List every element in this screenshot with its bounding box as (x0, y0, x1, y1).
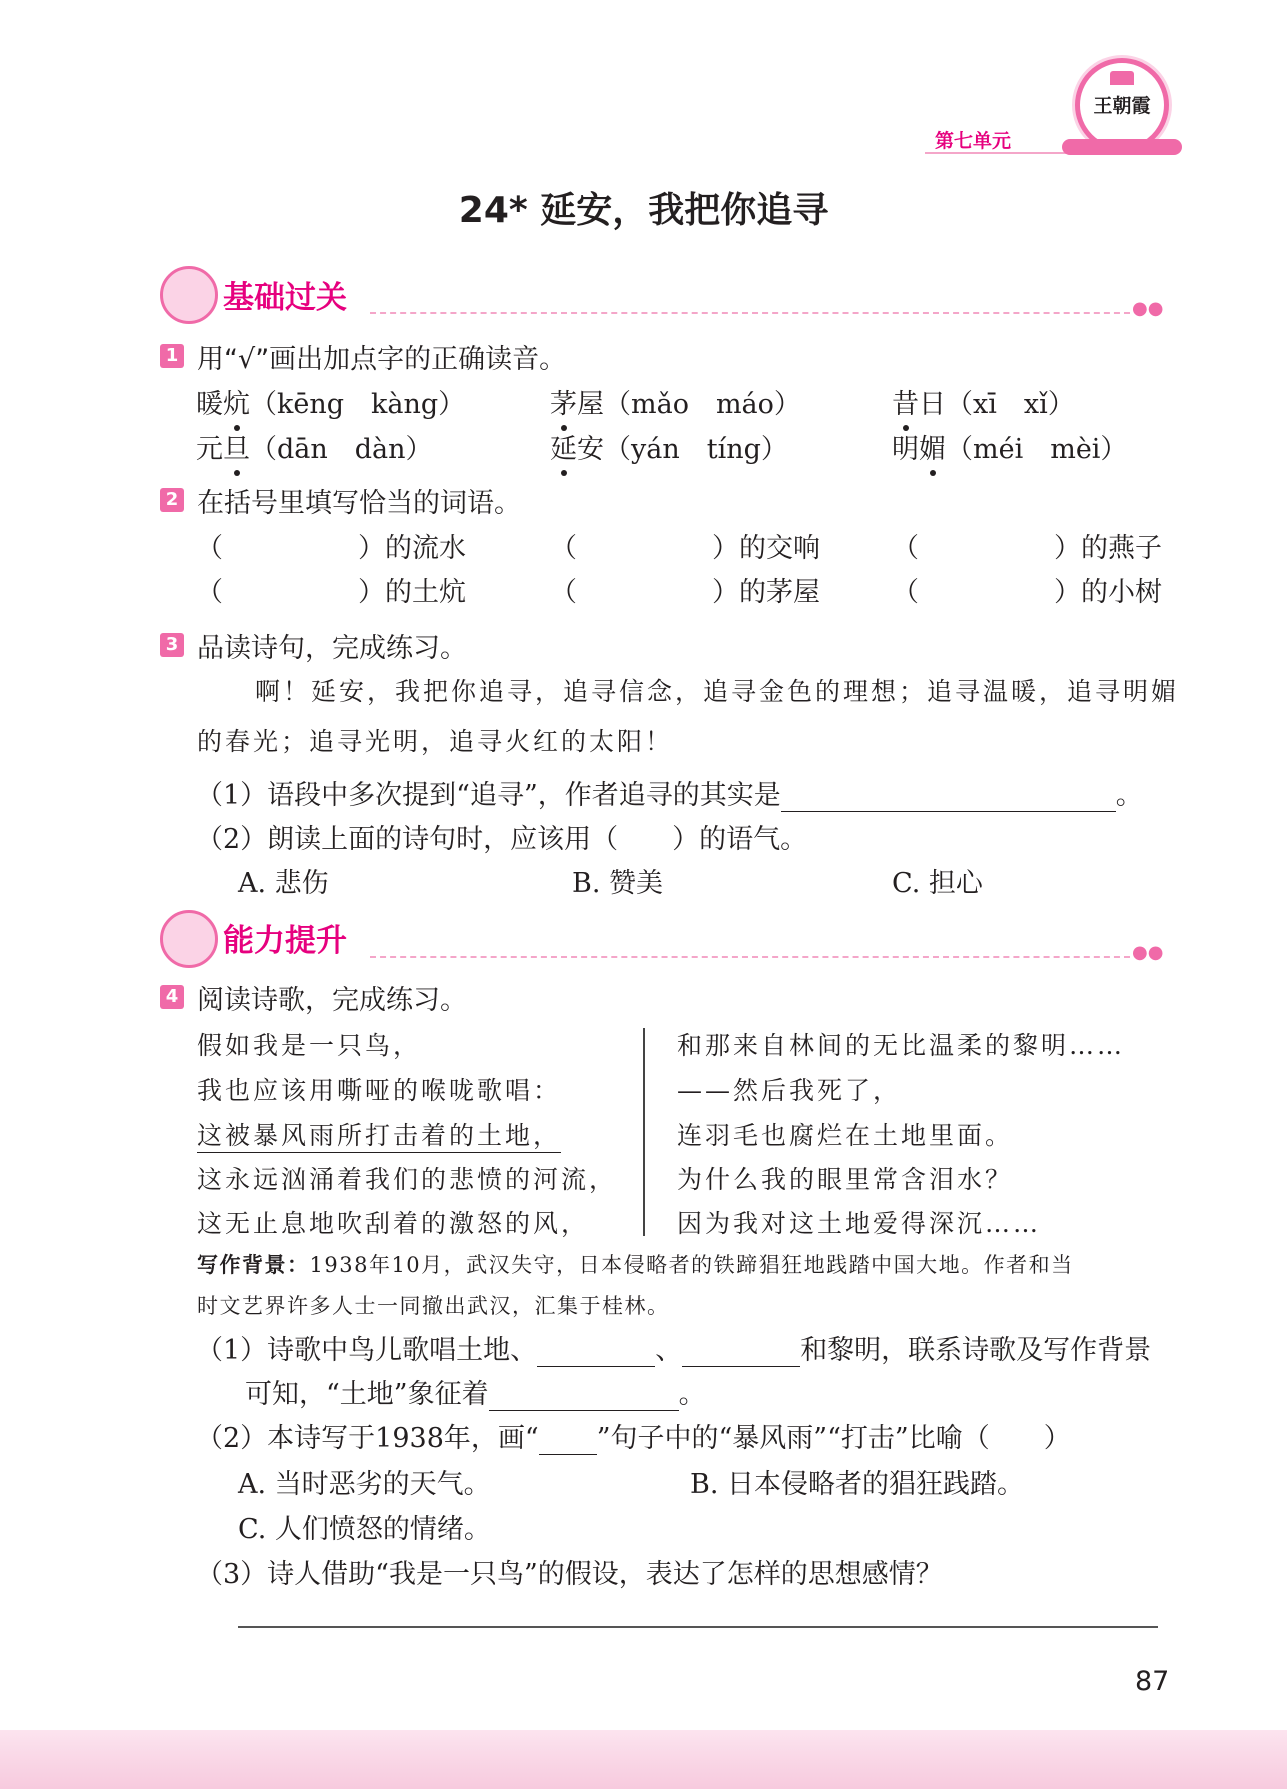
sub-question: 可知，“土地”象征着 。 (245, 1379, 706, 1410)
sub-question: （1）语段中多次提到“追寻”，作者追寻的其实是 。 (196, 780, 1143, 811)
poem-line: 这永远汹涌着我们的悲愤的河流， (197, 1165, 618, 1194)
option-b[interactable]: B. 赞美 (572, 868, 664, 899)
option-c[interactable]: C. 人们愤怒的情绪。 (238, 1514, 491, 1545)
question-text: 在括号里填写恰当的词语。 (197, 488, 521, 519)
poem-line: 我也应该用嘶哑的喉咙歌唱： (197, 1076, 562, 1105)
poem-line: 因为我对这土地爱得深沉…… (677, 1209, 1042, 1238)
footer-band (0, 1730, 1287, 1789)
question-number: 4 (160, 985, 184, 1009)
answer-blank[interactable] (537, 1336, 655, 1367)
page-title: 24* 延安，我把你追寻 (458, 190, 829, 231)
section-divider (370, 956, 1130, 958)
passage-line: 的春光；追寻光明，追寻火红的太阳！ (197, 727, 674, 756)
fill-blank-item[interactable]: （ ）的土炕 (196, 577, 466, 608)
question-number: 1 (160, 344, 184, 368)
section-title-advanced: 能力提升 (223, 923, 347, 959)
answer-blank[interactable] (489, 1380, 679, 1411)
dots-decoration: ●● (1132, 298, 1164, 319)
background-note: 时文艺界许多人士一同撤出武汉，汇集于桂林。 (197, 1294, 670, 1318)
student-avatar-icon (160, 266, 218, 324)
answer-line[interactable] (238, 1626, 1158, 1628)
poem-line: 连羽毛也腐烂在土地里面。 (677, 1121, 1014, 1150)
crown-icon (1110, 71, 1134, 85)
background-note: 写作背景：1938年10月，武汉失守，日本侵略者的铁蹄猖狂地践踏中国大地。作者和当 (197, 1253, 1074, 1277)
logo-ribbon (1062, 139, 1182, 155)
question-text: 品读诗句，完成练习。 (197, 633, 467, 664)
option-c[interactable]: C. 担心 (892, 868, 983, 899)
poem-line-underlined: 这被暴风雨所打击着的土地， (197, 1116, 561, 1153)
fill-blank-item[interactable]: （ ）的小树 (892, 577, 1162, 608)
question-number: 2 (160, 488, 184, 512)
fill-blank-item[interactable]: （ ）的燕子 (892, 533, 1162, 564)
page-number: 87 (1135, 1666, 1170, 1697)
pinyin-item: 延安（yán tíng） (550, 427, 788, 466)
sub-question: （1）诗歌中鸟儿歌唱土地、 、 和黎明，联系诗歌及写作背景 (196, 1335, 1152, 1366)
brand-logo (1075, 58, 1169, 152)
section-divider (370, 312, 1130, 314)
poem-line: 为什么我的眼里常含泪水？ (677, 1165, 1014, 1194)
poem-line: ——然后我死了， (677, 1076, 902, 1105)
fill-blank-item[interactable]: （ ）的交响 (550, 533, 820, 564)
question-text: 阅读诗歌，完成练习。 (197, 985, 467, 1016)
poem-line: 假如我是一只鸟， (197, 1031, 422, 1060)
background-label: 写作背景： (197, 1253, 310, 1277)
unit-label: 第七单元 (935, 130, 1012, 152)
poem-line: 和那来自林间的无比温柔的黎明…… (677, 1031, 1126, 1060)
option-a[interactable]: A. 悲伤 (238, 868, 329, 899)
answer-blank[interactable] (682, 1336, 800, 1367)
pinyin-item: 元旦（dān dàn） (196, 427, 433, 466)
sub-question: （2）本诗写于1938年，画“ ”句子中的“暴风雨”“打击”比喻（ ） (196, 1423, 1071, 1454)
pinyin-item: 暖炕（kēng kàng） (196, 382, 465, 421)
section-title-basic: 基础过关 (223, 280, 347, 316)
logo-text: 王朝霞 (1093, 95, 1151, 117)
dots-decoration: ●● (1132, 942, 1164, 963)
option-a[interactable]: A. 当时恶劣的天气。 (238, 1469, 491, 1500)
sub-question: （3）诗人借助“我是一只鸟”的假设，表达了怎样的思想感情？ (196, 1559, 943, 1590)
answer-blank[interactable] (781, 781, 1116, 812)
pinyin-item: 茅屋（mǎo máo） (550, 382, 801, 421)
pinyin-item: 明媚（méi mèi） (892, 427, 1127, 466)
sub-question: （2）朗读上面的诗句时，应该用（ ）的语气。 (196, 824, 808, 855)
fill-blank-item[interactable]: （ ）的流水 (196, 533, 466, 564)
option-b[interactable]: B. 日本侵略者的猖狂践踏。 (690, 1469, 1025, 1500)
fill-blank-item[interactable]: （ ）的茅屋 (550, 577, 820, 608)
student-avatar-icon (160, 910, 218, 968)
question-number: 3 (160, 633, 184, 657)
poem-line: 这无止息地吹刮着的激怒的风， (197, 1209, 590, 1238)
question-text: 用“√”画出加点字的正确读音。 (197, 344, 567, 375)
pinyin-item: 昔日（xī xǐ） (892, 382, 1075, 421)
answer-blank[interactable] (539, 1424, 597, 1455)
passage-line: 啊！延安，我把你追寻，追寻信念，追寻金色的理想；追寻温暖，追寻明媚 (255, 677, 1180, 706)
poem-divider (643, 1028, 645, 1236)
